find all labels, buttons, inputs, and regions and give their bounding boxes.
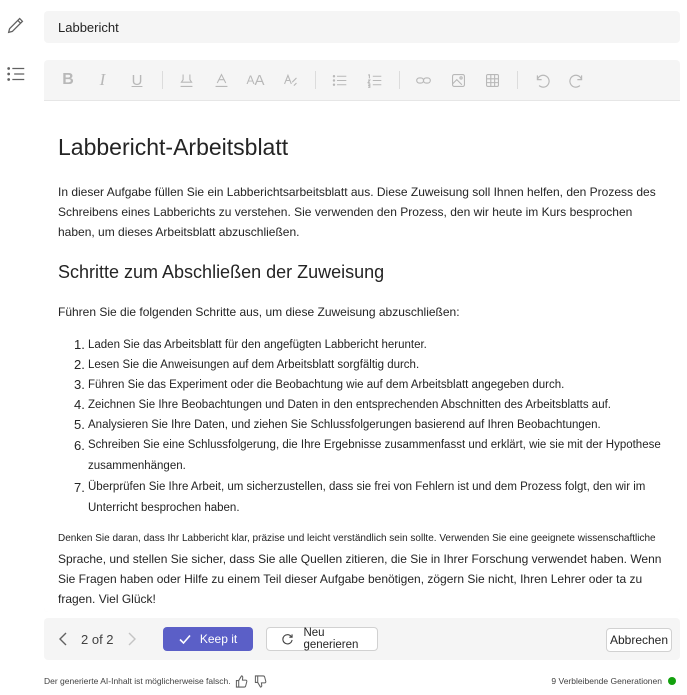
regenerate-button[interactable] — [266, 627, 378, 651]
list-item: 1. Laden Sie das Arbeitsblatt für den angefügten Labbericht herunter. — [74, 337, 427, 352]
refresh-icon — [281, 632, 294, 646]
steps-list — [74, 335, 664, 519]
table-icon[interactable] — [481, 68, 505, 92]
toolbar-divider — [162, 71, 163, 89]
feedback-buttons — [235, 675, 267, 688]
toolbar-divider — [399, 71, 400, 89]
toolbar-divider — [315, 71, 316, 89]
list-item: 3. Führen Sie das Experiment oder die Beobachtung wie auf dem Arbeitsblatt angegeben durch. — [74, 377, 565, 392]
ai-disclaimer: Der generierte AI-Inhalt ist möglicherweise falsch. — [44, 676, 231, 686]
steps-heading: Schritte zum Abschließen der Zuweisung — [58, 262, 385, 282]
cancel-button[interactable]: Abbrechen — [606, 628, 672, 652]
intro-paragraph: In dieser Aufgabe füllen Sie ein Labberichtsarbeitsblatt aus. Diese Zuweisung soll Ihnen helfen, den Prozess des Schreibens eines Labberichts zu verstehen. Sie verwenden den Prozess, den wir heute im Kurs besprochen haben, um dieses Arbeitsblatt abzuschließen. — [58, 185, 656, 239]
steps-intro: Führen Sie die folgenden Schritte aus, um diese Zuweisung abzuschließen: — [58, 305, 460, 319]
keep-it-label: Keep it — [199, 632, 238, 646]
outline-list-icon[interactable] — [4, 62, 28, 86]
regenerate-label: Neu generieren — [303, 627, 359, 651]
action-bar — [44, 618, 680, 660]
undo-icon[interactable] — [530, 68, 554, 92]
format-painter-icon[interactable] — [278, 68, 302, 92]
document-heading: Labbericht-Arbeitsblatt — [58, 134, 289, 160]
list-item: 2. Lesen Sie die Anweisungen auf dem Arbeitsblatt sorgfältig durch. — [74, 357, 420, 372]
remaining-generations — [551, 676, 676, 686]
thumbs-up-icon[interactable] — [235, 675, 248, 688]
pager-label: 2 of 2 — [81, 631, 114, 647]
status-dot — [668, 677, 676, 685]
list-item: 4. Zeichnen Sie Ihre Beobachtungen und Daten in den entsprechenden Abschnitten des Arbeitsblatts auf. — [74, 397, 611, 412]
link-icon[interactable] — [412, 68, 436, 92]
formatting-toolbar — [44, 60, 680, 101]
bold-icon[interactable]: B — [62, 71, 74, 88]
footer — [44, 672, 684, 690]
redo-icon[interactable] — [565, 68, 589, 92]
next-version-button[interactable] — [123, 632, 141, 646]
bullet-list-icon[interactable] — [328, 68, 352, 92]
closing-rest: Sprache, und stellen Sie sicher, dass Sie alle Quellen zitieren, die Sie in Ihrer Forschung verwendet haben. Wenn Sie Fragen haben oder Hilfe zu einem Teil dieser Aufgabe benötigen, zögern Sie nicht, Ihren Lehrer oder ta zu fragen. Viel Glück! — [58, 552, 662, 606]
highlight-icon[interactable] — [175, 68, 199, 92]
font-color-icon[interactable] — [209, 68, 233, 92]
remaining-label: 9 Verbleibende Generationen — [551, 676, 662, 686]
edit-icon[interactable] — [4, 13, 28, 37]
document-content[interactable] — [44, 101, 680, 612]
version-pager — [54, 632, 141, 647]
title-input[interactable]: Labbericht — [44, 11, 680, 43]
rich-text-editor — [44, 60, 680, 612]
thumbs-down-icon[interactable] — [254, 675, 267, 688]
toolbar-divider — [517, 71, 518, 89]
closing-paragraph — [58, 527, 664, 609]
checkmark-icon — [178, 632, 192, 646]
list-item: 6. Schreiben Sie eine Schlussfolgerung, die Ihre Ergebnisse zusammenfasst und erklärt, wie sie mit der Hypothese zusammenhängen. — [74, 438, 661, 472]
font-size-icon[interactable]: A A — [246, 71, 265, 89]
list-item: 5. Analysieren Sie Ihre Daten, und ziehen Sie Schlussfolgerungen basierend auf Ihren Beobachtungen. — [74, 417, 601, 432]
closing-first-line: Denken Sie daran, dass Ihr Labbericht klar, präzise und leicht verständlich sein sollte. Verwenden Sie eine geeignete wissenschaftliche — [58, 533, 656, 544]
numbered-list-icon[interactable] — [362, 68, 386, 92]
previous-version-button[interactable] — [54, 632, 72, 646]
keep-it-button[interactable] — [163, 627, 253, 651]
italic-icon[interactable]: I — [99, 70, 106, 89]
list-item: 7. Überprüfen Sie Ihre Arbeit, um sicherzustellen, dass sie frei von Fehlern ist und dem Prozess folgt, den wir im Unterricht besprochen haben. — [74, 480, 646, 514]
underline-icon[interactable]: U — [131, 71, 143, 89]
image-icon[interactable] — [446, 68, 470, 92]
